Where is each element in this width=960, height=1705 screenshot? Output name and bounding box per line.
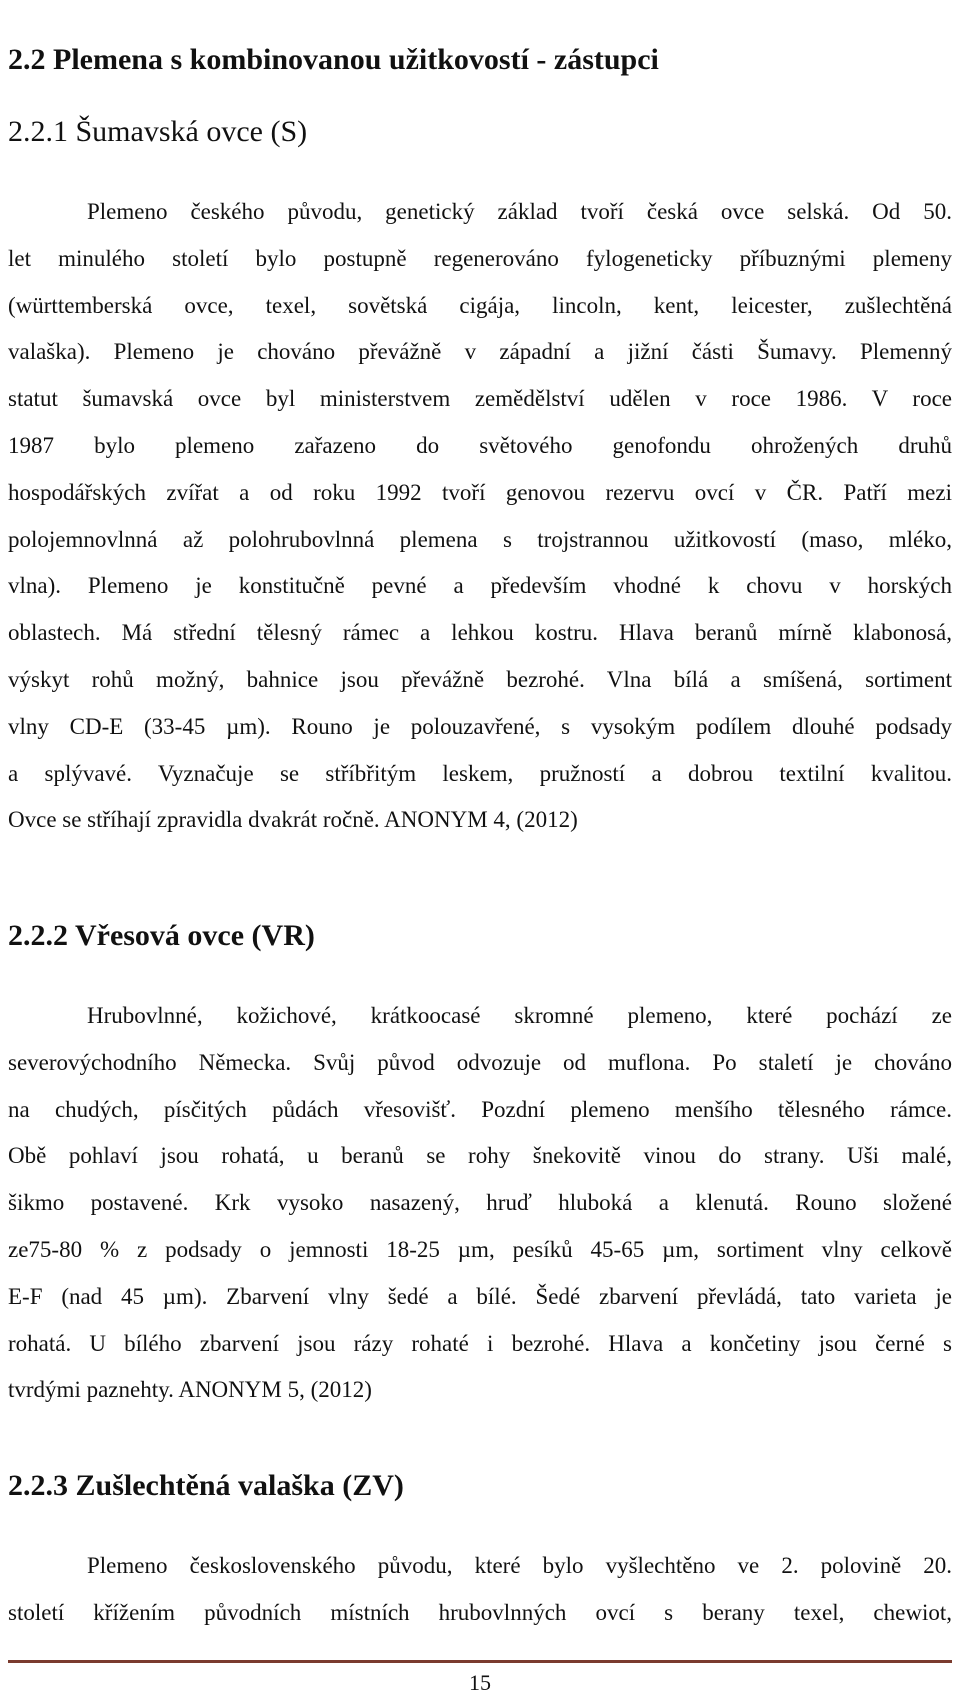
text-line: ze75-80 % z podsady o jemnosti 18-25 µm, pesíků 45-65 µm, sortiment vlny celkově — [8, 1236, 952, 1262]
breed-heading-vresova: 2.2.2 Vřesová ovce (VR) — [8, 919, 315, 952]
text-line: Plemeno českého původu, genetický základ tvoří česká ovce selská. Od 50. — [87, 199, 952, 224]
text-line: Hrubovlnné, kožichové, krátkoocasé skromné plemeno, které pochází ze — [87, 1003, 952, 1028]
breed-heading-zuslechtena-valaska: 2.2.3 Zušlechtěná valaška (ZV) — [8, 1469, 404, 1502]
breed-paragraph-zuslechtena-valaska — [8, 1543, 952, 1637]
text-line: tvrdými paznehty. ANONYM 5, (2012) — [8, 1377, 372, 1403]
text-line: Ovce se stříhají zpravidla dvakrát ročně. ANONYM 4, (2012) — [8, 807, 578, 833]
text-line: statut šumavská ovce byl ministerstvem zemědělství udělen v roce 1986. V roce — [8, 386, 952, 412]
text-line: 1987 bylo plemeno zařazeno do světového genofondu ohrožených druhů — [8, 432, 952, 458]
text-line: Obě pohlaví jsou rohatá, u beranů se rohy šnekovitě vinou do strany. Uši malé, — [8, 1143, 952, 1169]
breed-heading-sumavska: 2.2.1 Šumavská ovce (S) — [8, 115, 308, 148]
text-line: severovýchodního Německa. Svůj původ odvozuje od muflona. Po staletí je chováno — [8, 1049, 952, 1075]
text-line: (württemberská ovce, texel, sovětská cigája, lincoln, kent, leicester, zušlechtěná — [8, 292, 952, 318]
breed-paragraph-vresova — [8, 993, 952, 1414]
text-line: výskyt rohů možný, bahnice jsou převážně bezrohé. Vlna bílá a smíšená, sortiment — [8, 666, 952, 692]
text-line: rohatá. U bílého zbarvení jsou rázy rohaté i bezrohé. Hlava a končetiny jsou černé s — [8, 1330, 952, 1356]
text-line: oblastech. Má střední tělesný rámec a lehkou kostru. Hlava beranů mírně klabonosá, — [8, 620, 952, 646]
page-number: 15 — [469, 1670, 491, 1695]
text-line: E-F (nad 45 µm). Zbarvení vlny šedé a bílé. Šedé zbarvení převládá, tato varieta je — [8, 1283, 952, 1309]
text-line: valaška). Plemeno je chováno převážně v západní a jižní části Šumavy. Plemenný — [8, 339, 952, 365]
text-line: hospodářských zvířat a od roku 1992 tvoří genovou rezervu ovcí v ČR. Patří mezi — [8, 479, 952, 505]
section-title: 2.2 Plemena s kombinovanou užitkovostí - zástupci — [8, 43, 659, 76]
text-line: na chudých, písčitých půdách vřesovišť. Pozdní plemeno menšího tělesného rámce. — [8, 1096, 952, 1122]
breed-paragraph-sumavska — [8, 189, 952, 844]
text-line: vlny CD-E (33-45 µm). Rouno je polouzavřené, s vysokým podílem dlouhé podsady — [8, 713, 952, 739]
text-line: šikmo postavené. Krk vysoko nasazený, hruď hluboká a klenutá. Rouno složené — [8, 1190, 952, 1216]
text-line: let minulého století bylo postupně regenerováno fylogeneticky příbuznými plemeny — [8, 245, 952, 271]
text-line: vlna). Plemeno je konstitučně pevné a především vhodné k chovu v horských — [8, 573, 952, 599]
text-line: století křížením původních místních hrubovlnných ovcí s berany texel, chewiot, — [8, 1599, 952, 1625]
text-line: a splývavé. Vyznačuje se stříbřitým leskem, pružností a dobrou textilní kvalitou. — [8, 760, 952, 786]
text-line: polojemnovlnná až polohrubovlnná plemena s trojstrannou užitkovostí (maso, mléko, — [8, 526, 952, 552]
footer-divider — [8, 1660, 952, 1663]
text-line: Plemeno československého původu, které bylo vyšlechtěno ve 2. polovině 20. — [87, 1553, 952, 1578]
